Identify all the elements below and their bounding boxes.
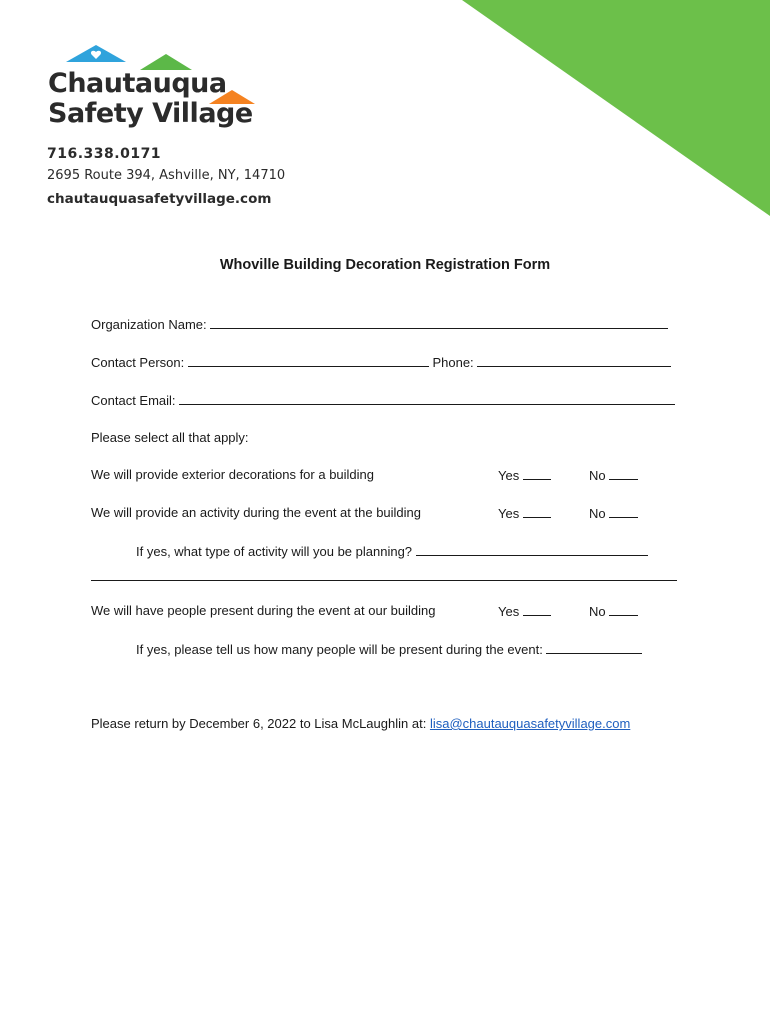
contact-email-field[interactable] [179,392,675,405]
q2-yes-blank[interactable] [523,505,551,518]
logo-line2: Safety Village [48,98,253,129]
q2-no-blank[interactable] [609,505,638,518]
logo-line1: Chautauqua [48,68,227,99]
question-people-present: We will have people present during the event at our building [91,603,436,618]
contact-person-row [91,354,671,370]
logo [44,42,264,137]
return-email-link[interactable]: lisa@chautauquasafetyvillage.com [429,716,631,731]
header-phone: 716.338.0171 [47,146,162,162]
no-label: No [589,604,606,619]
q3-yes[interactable] [498,603,551,619]
question-exterior-decorations: We will provide exterior decorations for a building [91,467,375,482]
contact-email-label: Contact Email: [91,393,176,408]
yes-label: Yes [498,468,520,483]
organization-field[interactable] [210,316,668,329]
activity-type-field[interactable] [416,543,648,556]
activity-followup-label: If yes, what type of activity will you be planning? [136,544,413,559]
header-website: chautauquasafetyvillage.com [47,191,272,207]
return-row [91,716,630,731]
question-activity: We will provide an activity during the event at the building [91,505,422,520]
phone-field[interactable] [477,354,671,367]
organization-row [91,316,668,332]
q3-no-blank[interactable] [609,603,638,616]
q1-yes[interactable] [498,467,551,483]
select-prompt: Please select all that apply: [91,430,249,445]
yes-label: Yes [498,506,520,521]
form-title: Whoville Building Decoration Registration Form [219,257,551,273]
q3-yes-blank[interactable] [523,603,551,616]
people-followup-label: If yes, please tell us how many people will be present during the event: [136,642,543,657]
q1-no[interactable] [589,467,638,483]
q2-no[interactable] [589,505,638,521]
people-followup-row [136,641,642,657]
organization-label: Organization Name: [91,317,207,332]
q1-yes-blank[interactable] [523,467,551,480]
no-label: No [589,506,606,521]
q2-yes[interactable] [498,505,551,521]
activity-extra-line[interactable] [91,580,677,581]
return-text: Please return by December 6, 2022 to Lisa McLaughlin at: [91,716,427,731]
phone-label: Phone: [432,355,474,370]
activity-followup-row [136,543,648,559]
q3-no[interactable] [589,603,638,619]
contact-person-field[interactable] [188,354,429,367]
header-address: 2695 Route 394, Ashville, NY, 14710 [47,168,286,183]
contact-person-label: Contact Person: [91,355,185,370]
q1-no-blank[interactable] [609,467,638,480]
yes-label: Yes [498,604,520,619]
contact-email-row [91,392,675,408]
people-count-field[interactable] [546,641,642,654]
no-label: No [589,468,606,483]
